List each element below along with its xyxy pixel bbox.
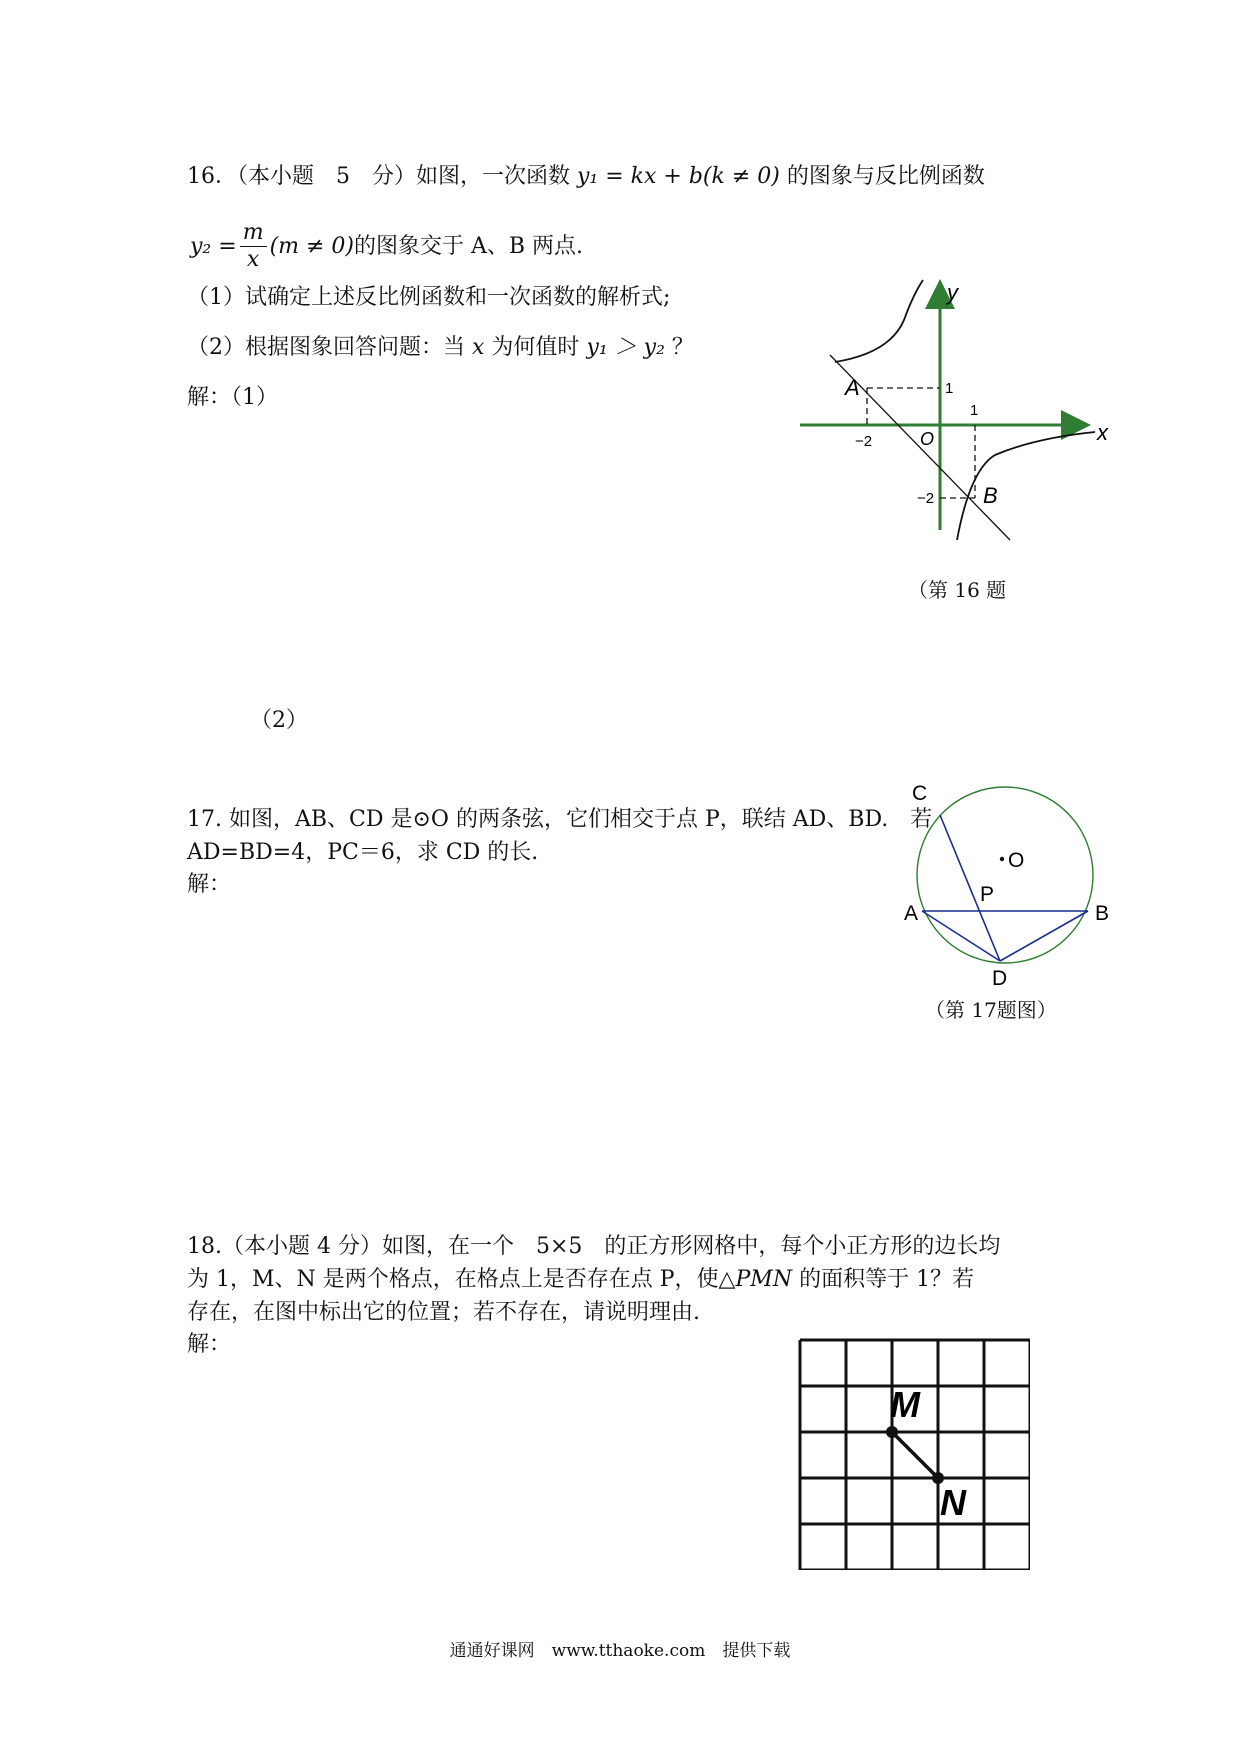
q18-line3: 存在，在图中标出它的位置；若不存在，请说明理由. [187, 1300, 700, 1325]
tick-label-x-neg2: −2 [855, 433, 873, 450]
segment-mn [892, 1432, 938, 1478]
q16-fraction-numerator: m [240, 220, 267, 247]
q16-part2-var: x [472, 335, 485, 360]
q16-linear-equation: y₁ = kx + b(k ≠ 0) [577, 164, 780, 189]
label-p: P [980, 883, 995, 906]
point-m [886, 1426, 898, 1438]
q16-line1-suffix: 的图象与反比例函数 [786, 164, 985, 189]
q16-figure-caption: （第 16 题 [908, 578, 1007, 602]
label-m: M [890, 1384, 920, 1425]
point-a-label: A [845, 375, 860, 400]
segment-ad [922, 911, 1000, 961]
q16-fraction [240, 220, 267, 273]
q16-part1: （1）试确定上述反比例函数和一次函数的解析式; [187, 285, 671, 310]
center-dot [1000, 857, 1004, 861]
q18-triangle-name: PMN [735, 1267, 793, 1292]
hyperbola-branch-upper [835, 280, 923, 362]
q16-fraction-denominator: x [246, 247, 260, 272]
q18-grid-figure [790, 1330, 1030, 1570]
origin-label: O [920, 429, 935, 449]
q17-line2: AD=BD=4，PC＝6，求 CD 的长. [187, 840, 539, 865]
hyperbola-branch-lower [957, 432, 1095, 540]
q18-answer: 解： [187, 1332, 232, 1357]
circle-o [917, 787, 1093, 963]
q18-line2-suffix: 的面积等于 1？若 [799, 1267, 975, 1292]
q18-line2 [187, 1265, 974, 1295]
q17-line1: 17. 如图，AB、CD 是⊙O 的两条弦，它们相交于点 P，联结 AD、BD. 若 [187, 807, 933, 832]
q18-line2-prefix: 为 1，M、N 是两个格点，在格点上是否存在点 P，使△ [187, 1267, 736, 1292]
q16-answer-part2: （2） [250, 708, 308, 733]
q16-answer-part1: 解：（1） [187, 385, 278, 410]
label-c: C [912, 782, 928, 805]
label-o: O [1008, 849, 1025, 872]
label-d: D [992, 967, 1008, 990]
q16-part2-mid: 为何值时 [491, 335, 580, 360]
q16-line2-suffix: 的图象交于 A、B 两点. [354, 233, 584, 259]
q16-inverse-lhs: y₂ = [190, 233, 237, 259]
q16-part2 [187, 333, 694, 363]
label-a: A [904, 902, 919, 925]
label-n: N [940, 1482, 966, 1523]
page-footer: 通通好课网 www.tthaoke.com 提供下载 [449, 1641, 791, 1661]
q17-answer: 解： [187, 872, 232, 897]
q16-line2 [190, 220, 583, 273]
q17-figure-caption: （第 17题图） [925, 998, 1057, 1022]
q16-line1 [187, 162, 985, 192]
label-b: B [1095, 902, 1110, 925]
axis-label-y: y [947, 280, 958, 305]
q17-figure [900, 775, 1125, 990]
tick-label-x-1: 1 [970, 402, 979, 419]
q16-part2-inequality: y₁ ＞ y₂ [586, 335, 665, 360]
axis-label-x: x [1097, 420, 1108, 445]
q16-line1-prefix: 16．（本小题 5 分）如图，一次函数 [187, 164, 570, 189]
q16-part2-suffix: ？ [671, 335, 694, 360]
q18-line1: 18.（本小题 4 分）如图，在一个 5×5 的正方形网格中，每个小正方形的边长均 [187, 1234, 1001, 1259]
tick-label-y-neg2: −2 [917, 490, 935, 507]
point-b-label: B [983, 483, 998, 508]
q16-inverse-condition: (m ≠ 0) [269, 233, 355, 259]
q16-part2-prefix: （2）根据图象回答问题：当 [187, 335, 465, 360]
q16-figure [795, 270, 1130, 590]
tick-label-y-1: 1 [945, 380, 954, 397]
